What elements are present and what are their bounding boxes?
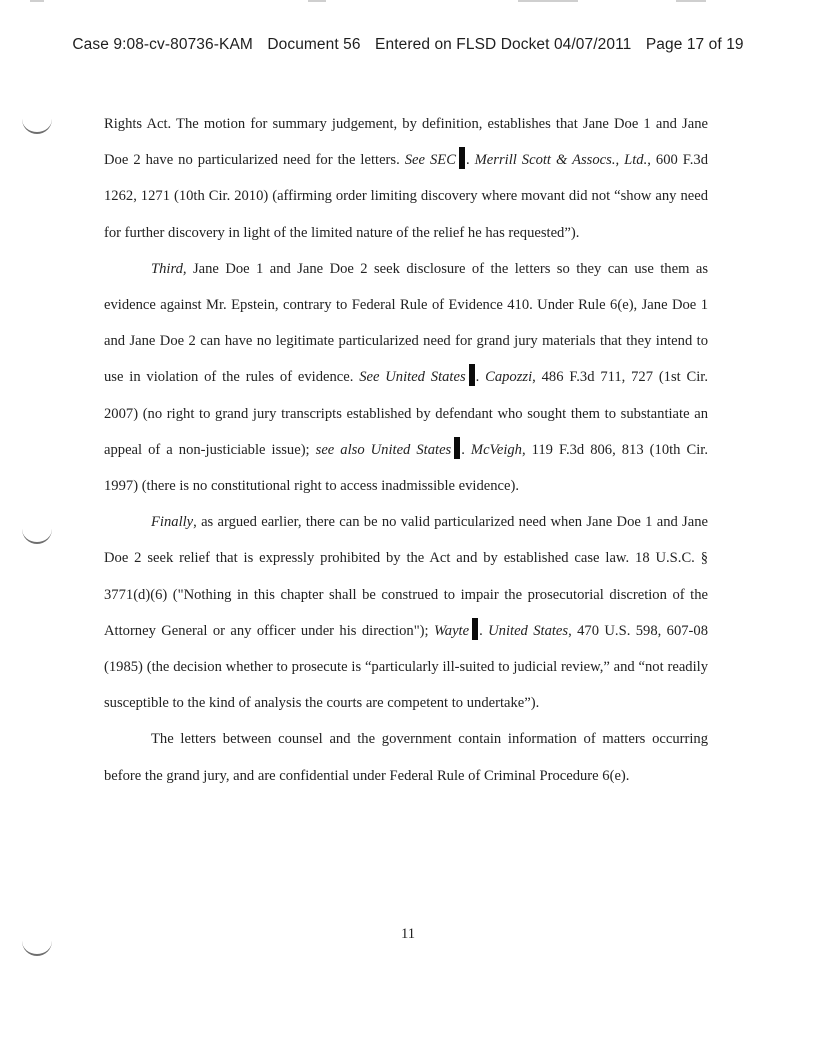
document-body [104,106,708,794]
page-number: 11 [400,926,416,942]
paragraph-text: , 486 F.3d 711, 727 (1st Cir. 2007) (no right to grand jury transcripts established by defendant who sought them to substantiate an appeal of a non-justiciable issue); [104,369,709,458]
scan-mark [676,0,706,2]
redaction-block [469,364,475,386]
redaction-block [454,437,460,459]
citation-text: Capozzi [485,369,533,386]
citation-text: See SEC [404,152,456,169]
paragraph-text: , 600 F.3d 1262, 1271 (10th Cir. 2010) (affirming order limiting discovery where movant did not “show any need for further discovery in light of the limited nature of the relief he has requested”). [104,152,708,241]
binder-hole-icon [22,118,52,134]
redaction-block [459,147,465,169]
docket-header [0,36,816,54]
redaction-block [472,618,478,640]
scan-mark [30,0,44,2]
citation-text: United States [488,622,569,639]
citation-text: Third, [151,260,187,277]
paragraph-text: . [461,441,471,458]
citation-text: Finally [151,514,194,531]
paragraph-text: . [479,622,489,639]
scan-mark [518,0,578,2]
paragraph-text: , 119 F.3d 806, 813 (10th Cir. 1997) (there is no constitutional right to access inadmissible evidence). [104,441,708,495]
paragraph-text: , 470 U.S. 598, 607-08 (1985) (the decision whether to prosecute is “particularly ill-suited to judicial review,” and “not readily susceptible to the kind of analysis the courts are competent to undertake”). [104,622,708,712]
citation-text: see also United States [315,441,452,458]
paragraph-text: Jane Doe 1 and Jane Doe 2 seek disclosure of the letters so they can use them as evidence against Mr. Epstein, contrary to Federal Rule of Evidence 410. Under Rule 6(e), Jane Doe 1 and Jane Doe 2 can have no legitimate particularized need for grand jury materials that they intend to use in violation of the rules of evidence. [104,260,708,386]
paragraph-text: Rights Act. The motion for summary judgement, by definition, establishes that Jane Doe 1 and Jane Doe 2 have no particularized need for the letters. [104,116,708,169]
paragraph [104,106,708,251]
case-number: Case 9:08-cv-80736-KAM [72,36,253,53]
scan-mark [308,0,326,2]
paragraph [104,504,708,721]
citation-text: See United States [359,369,466,386]
citation-text: Wayte [433,622,470,639]
paragraph [104,251,708,504]
citation-text: Merrill Scott & Assocs., Ltd. [474,152,648,169]
paragraph-text: . [465,152,475,169]
paragraph [104,721,708,793]
paragraph-text: . [475,369,486,386]
paragraph-text: , as argued earlier, there can be no valid particularized need when Jane Doe 1 and Jane Doe 2 seek relief that is expressly prohibited by the Act and by established case law. 18 U.S.C. § 3771(d)(6) ("Nothing in this chapter shall be construed to impair the prosecutorial discretion of the Attorney General or any officer under his direction"); [104,514,708,639]
paragraph-text: The letters between counsel and the government contain information of matters occurring before the grand jury, and are confidential under Federal Rule of Criminal Procedure 6(e). [104,731,708,784]
document-number: Document 56 [267,36,361,53]
binder-hole-icon [22,528,52,544]
citation-text: McVeigh [470,441,522,458]
page-count: Page 17 of 19 [645,36,744,53]
docket-entry: Entered on FLSD Docket 04/07/2011 [375,36,632,53]
